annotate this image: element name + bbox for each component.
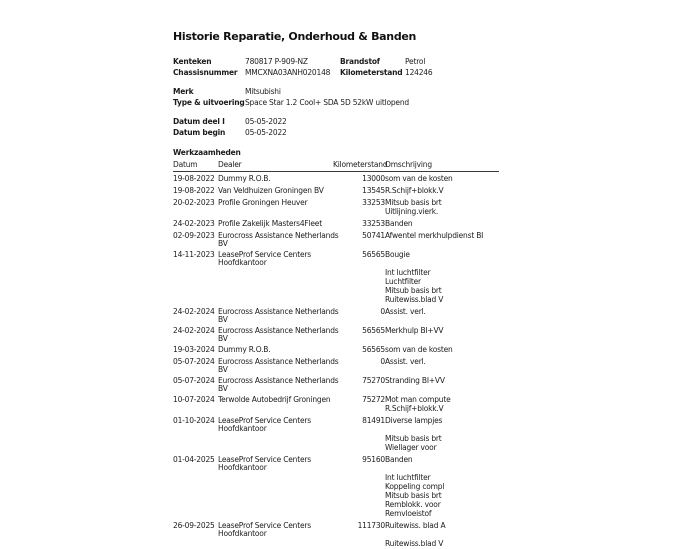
omschrijving-line: Mitsub basis brt (385, 198, 499, 207)
row-omschrijving (385, 217, 499, 229)
merk-value: Mitsubishi (245, 86, 685, 97)
datum-deel-1-label: Datum deel I (173, 116, 245, 127)
omschrijving-line: Banden (385, 455, 499, 464)
row-omschrijving (385, 374, 499, 393)
brandstof-value: Petrol (405, 56, 685, 67)
omschrijving-line: R.Schijf+blokk.V (385, 186, 499, 195)
row-dealer (218, 414, 333, 453)
row-omschrijving (385, 172, 499, 185)
row-dealer (218, 324, 333, 343)
dealer-line: Eurocross Assistance Netherlands (218, 307, 333, 316)
omschrijving-line: Int luchtfilter (385, 473, 499, 482)
omschrijving-line: Mot man compute (385, 395, 499, 404)
chassisnummer-value: MMCXNA03ANH020148 (245, 67, 340, 78)
omschrijving-line: Diverse lampjes (385, 416, 499, 425)
vehicle-identity-block (173, 56, 685, 78)
dealer-line: Profile Zakelijk Masters4Fleet (218, 219, 333, 228)
dealer-line: Eurocross Assistance Netherlands (218, 326, 333, 335)
omschrijving-line: R.Schijf+blokk.V (385, 404, 499, 413)
row-dealer (218, 196, 333, 217)
type-uitvoering-label: Type & uitvoering (173, 97, 245, 108)
omschrijving-line (385, 425, 499, 434)
row-omschrijving (385, 519, 499, 549)
row-datum: 05-07-2024 (173, 355, 218, 374)
brandstof-label: Brandstof (340, 56, 405, 67)
omschrijving-line: Mitsub basis brt (385, 286, 499, 295)
datum-begin-value: 05-05-2022 (245, 127, 685, 138)
row-dealer (218, 519, 333, 549)
omschrijving-line: Koppeling compl (385, 482, 499, 491)
chassisnummer-label: Chassisnummer (173, 67, 245, 78)
row-omschrijving (385, 355, 499, 374)
omschrijving-line: Merkhulp BI+VV (385, 326, 499, 335)
row-dealer (218, 355, 333, 374)
dealer-line: LeaseProf Service Centers (218, 416, 333, 425)
row-kilometerstand: 56565 (333, 343, 385, 355)
werkzaamheden-table-body (173, 172, 499, 549)
table-row (173, 172, 499, 185)
datum-deel-1-value: 05-05-2022 (245, 116, 685, 127)
dealer-line: Terwolde Autobedrijf Groningen (218, 395, 333, 404)
dealer-line: Eurocross Assistance Netherlands (218, 357, 333, 366)
omschrijving-line: Assist. verl. (385, 307, 499, 316)
dealer-line: BV (218, 335, 333, 342)
dealer-line: BV (218, 316, 333, 323)
dealer-line: BV (218, 385, 333, 392)
row-omschrijving (385, 393, 499, 414)
omschrijving-line: som van de kosten (385, 174, 499, 183)
row-kilometerstand: 75270 (333, 374, 385, 393)
dealer-line: LeaseProf Service Centers (218, 455, 333, 464)
row-dealer (218, 172, 333, 185)
table-row (173, 393, 499, 414)
omschrijving-line (385, 259, 499, 268)
omschrijving-line: Stranding BI+VV (385, 376, 499, 385)
table-row (173, 374, 499, 393)
row-datum: 01-04-2025 (173, 453, 218, 519)
row-omschrijving (385, 184, 499, 196)
row-datum: 26-09-2025 (173, 519, 218, 549)
dealer-line: Eurocross Assistance Netherlands (218, 231, 333, 240)
kenteken-label: Kenteken (173, 56, 245, 67)
omschrijving-line: Wiellager voor (385, 443, 499, 452)
omschrijving-line: Remvloeistof (385, 509, 499, 518)
row-dealer (218, 184, 333, 196)
dealer-line: LeaseProf Service Centers (218, 521, 333, 530)
dealer-line: Dummy R.O.B. (218, 174, 333, 183)
row-omschrijving (385, 305, 499, 324)
row-omschrijving (385, 229, 499, 248)
table-header-row (173, 160, 499, 172)
row-omschrijving (385, 343, 499, 355)
row-datum: 02-09-2023 (173, 229, 218, 248)
row-datum: 10-07-2024 (173, 393, 218, 414)
omschrijving-line: Uitlijning.vierk. (385, 207, 499, 216)
omschrijving-line: som van de kosten (385, 345, 499, 354)
row-omschrijving (385, 324, 499, 343)
row-datum: 01-10-2024 (173, 414, 218, 453)
table-row (173, 196, 499, 217)
row-kilometerstand: 13000 (333, 172, 385, 185)
dealer-line: Van Veldhuizen Groningen BV (218, 186, 333, 195)
row-dealer (218, 393, 333, 414)
table-row (173, 324, 499, 343)
vehicle-type-block (173, 86, 685, 108)
row-dealer (218, 305, 333, 324)
table-row (173, 355, 499, 374)
table-row (173, 453, 499, 519)
omschrijving-line (385, 530, 499, 539)
row-datum: 19-03-2024 (173, 343, 218, 355)
table-row (173, 519, 499, 549)
kilometerstand-value: 124246 (405, 67, 685, 78)
row-dealer (218, 248, 333, 305)
table-row (173, 184, 499, 196)
row-dealer (218, 374, 333, 393)
werkzaamheden-table (173, 160, 499, 549)
omschrijving-line: Afwentel merkhulpdienst BI (385, 231, 499, 240)
row-datum: 05-07-2024 (173, 374, 218, 393)
row-kilometerstand: 33253 (333, 196, 385, 217)
dealer-line: Profile Groningen Heuver (218, 198, 333, 207)
datum-begin-label: Datum begin (173, 127, 245, 138)
omschrijving-line: Ruitewiss. blad A (385, 521, 499, 530)
omschrijving-line: Luchtfilter (385, 277, 499, 286)
row-omschrijving (385, 414, 499, 453)
row-kilometerstand: 95160 (333, 453, 385, 519)
row-kilometerstand: 56565 (333, 324, 385, 343)
omschrijving-line: Mitsub basis brt (385, 434, 499, 443)
table-row (173, 414, 499, 453)
dealer-line: BV (218, 366, 333, 373)
column-header-datum: Datum (173, 160, 218, 172)
omschrijving-line: Banden (385, 219, 499, 228)
dealer-line: BV (218, 240, 333, 247)
omschrijving-line: Mitsub basis brt (385, 491, 499, 500)
dealer-line: Hoofdkantoor (218, 425, 333, 432)
row-dealer (218, 229, 333, 248)
column-header-omschrijving: Omschrijving (385, 160, 499, 172)
dealer-line: Hoofdkantoor (218, 464, 333, 471)
page-title: Historie Reparatie, Onderhoud & Banden (173, 30, 685, 43)
row-omschrijving (385, 196, 499, 217)
kenteken-value: 780817 P-909-NZ (245, 56, 340, 67)
row-kilometerstand: 0 (333, 355, 385, 374)
omschrijving-line: Bougie (385, 250, 499, 259)
kilometerstand-label: Kilometerstand (340, 67, 405, 78)
row-datum: 24-02-2023 (173, 217, 218, 229)
row-dealer (218, 217, 333, 229)
column-header-dealer: Dealer (218, 160, 333, 172)
row-kilometerstand: 13545 (333, 184, 385, 196)
table-row (173, 217, 499, 229)
omschrijving-line: Assist. verl. (385, 357, 499, 366)
merk-label: Merk (173, 86, 245, 97)
row-omschrijving (385, 248, 499, 305)
row-kilometerstand: 81491 (333, 414, 385, 453)
omschrijving-line (385, 464, 499, 473)
omschrijving-line: Int luchtfilter (385, 268, 499, 277)
dealer-line: Hoofdkantoor (218, 530, 333, 537)
row-dealer (218, 343, 333, 355)
row-kilometerstand: 0 (333, 305, 385, 324)
table-row (173, 343, 499, 355)
omschrijving-line: Ruitewiss.blad V (385, 539, 499, 548)
dealer-line: Eurocross Assistance Netherlands (218, 376, 333, 385)
row-datum: 19-08-2022 (173, 172, 218, 185)
row-datum: 24-02-2024 (173, 305, 218, 324)
row-datum: 19-08-2022 (173, 184, 218, 196)
dealer-line: LeaseProf Service Centers (218, 250, 333, 259)
dates-block (173, 116, 685, 138)
table-row (173, 305, 499, 324)
row-kilometerstand: 111730 (333, 519, 385, 549)
type-uitvoering-value: Space Star 1.2 Cool+ SDA 5D 52kW uitlopend (245, 97, 685, 108)
omschrijving-line: Remblokk. voor (385, 500, 499, 509)
row-datum: 14-11-2023 (173, 248, 218, 305)
row-kilometerstand: 33253 (333, 217, 385, 229)
row-omschrijving (385, 453, 499, 519)
table-row (173, 248, 499, 305)
row-kilometerstand: 50741 (333, 229, 385, 248)
row-datum: 24-02-2024 (173, 324, 218, 343)
dealer-line: Hoofdkantoor (218, 259, 333, 266)
row-kilometerstand: 75272 (333, 393, 385, 414)
dealer-line: Dummy R.O.B. (218, 345, 333, 354)
werkzaamheden-section-title: Werkzaamheden (173, 147, 685, 158)
omschrijving-line: Ruitewiss.blad V (385, 295, 499, 304)
row-dealer (218, 453, 333, 519)
table-row (173, 229, 499, 248)
row-datum: 20-02-2023 (173, 196, 218, 217)
row-kilometerstand: 56565 (333, 248, 385, 305)
column-header-kilometerstand: Kilometerstand (333, 160, 385, 172)
